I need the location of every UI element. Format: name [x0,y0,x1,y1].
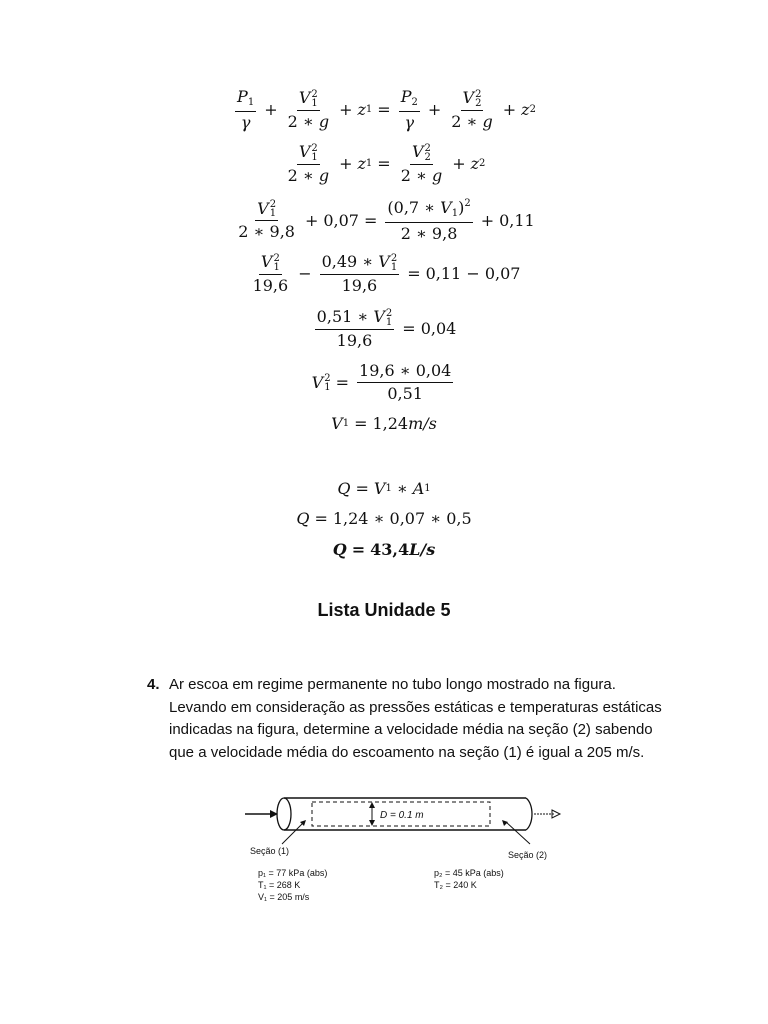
equation-rearranged: V 2 1 19,6 − 0,49 ∗ V 2 1 19,6 = 0,11 − 0,07 [252,252,521,295]
V1-label: V₁ = 205 m/s [258,892,310,902]
diameter-arrow-top [369,802,375,808]
v1-unit: m/s [408,414,437,433]
rhs: 0,04 [420,319,457,339]
flow-product: 1,24 ∗ 0,07 ∗ 0,5 [332,509,472,528]
p2-label: p₂ = 45 kPa (abs) [434,868,504,878]
fraction-denominator: 19,6 [341,275,378,295]
fraction-numerator: 19,6 ∗ 0,04 [357,362,453,383]
section2-leader [506,822,530,844]
problem-statement [147,674,667,764]
flow-unit: L/s [409,540,436,559]
section2-label: Seção (2) [508,850,548,860]
p1-label: p₁ = 77 kPa (abs) [258,868,328,878]
pipe-right-end [526,798,532,830]
fraction-denominator: 19,6 [336,330,373,350]
section1-label: Seção (1) [250,846,290,856]
pipe-figure [240,790,568,908]
paren-close: ) [458,198,465,217]
equation-simplified: V 2 1 2 ∗ g + z 1 = V 2 2 2 ∗ g + z 2 [287,142,486,185]
pipe-diagram [240,790,568,908]
problem-text: Ar escoa em regime permanente no tubo longo mostrado na figura. Levando em consideração as pressões estáticas e temperaturas estáticas indicadas na figura, determine a velocidade média na seção (2) sabendo que a velocidade média do escoamento na seção (1) é igual a 205 m/s. [169,676,662,761]
equation-flow-substituted: Q = 1,24 ∗ 0,07 ∗ 0,5 [296,509,472,528]
equation-v1-squared: V 2 1 = $\frac{19,6 ∗ 0,04}{0,51}$ [311,361,452,404]
equation-substituted: V 2 1 2 ∗ 9,8 + 0,07 = $\frac{(0,7 ∗ V_1)^2}{2 ∗ 9,8}$ + 0,11 [238,198,535,243]
diameter-label: D = 0.1 m [380,810,424,821]
coefficient: 0,49 ∗ [321,252,379,271]
fraction-denominator: 0,51 [387,384,423,404]
constant: 0,11 [499,210,535,230]
coefficient: 0,51 ∗ [316,307,374,326]
v1-value: 1,24 [372,414,409,433]
problem-number: 4. [147,676,160,693]
fraction-denominator: 2 ∗ 9,8 [238,222,295,241]
equation-flow-result: Q = 43,4 L/s [332,540,436,559]
equation-combined: 0,51 ∗ V 2 1 19,6 = 0,04 [316,307,457,350]
flow-value: 43,4 [370,540,410,559]
T1-label: T₁ = 268 K [258,880,301,890]
paren-open: (0,7 ∗ [387,198,441,217]
T2-label: T₂ = 240 K [434,880,477,890]
section1-leader [282,822,304,844]
diameter-arrow-bottom [369,820,375,826]
equation-bernoulli: $\frac{P_1}{\gamma}$ + V 2 1 2 ∗ g + z 1 = $\frac{P_2}{\gamma}$ + V 2 2 2 ∗ g + z 2 [237,87,536,132]
fraction-denominator: 2 ∗ 9,8 [400,223,458,243]
equation-v1-result: V 1 = 1,24 m/s [331,414,437,433]
rhs: 0,11 − 0,07 [425,264,521,284]
section-heading: Lista Unidade 5 [317,600,451,620]
fraction-denominator: 19,6 [252,275,289,295]
constant: 0,07 [323,210,359,230]
pipe-left-end [277,798,291,830]
equation-flow-definition: Q = V 1 ∗ A 1 [337,479,431,498]
